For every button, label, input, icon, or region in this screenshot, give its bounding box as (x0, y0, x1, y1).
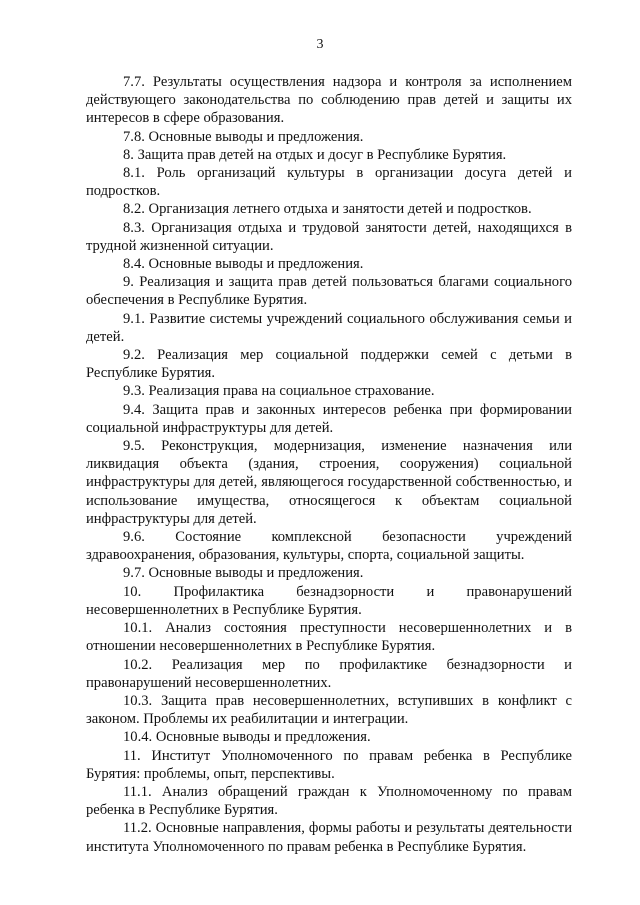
paragraph: 7.8. Основные выводы и предложения. (123, 128, 364, 145)
paragraph: 10.1. Анализ состояния преступности несовершеннолетних и в отношении несовершеннолетних в Республике Бурятия. (86, 620, 572, 655)
paragraph: 10.3. Защита прав несовершеннолетних, вступивших в конфликт с законом. Проблемы их реабилитации и интеграции. (86, 692, 572, 728)
paragraph: 9.1. Развитие системы учреждений социального обслуживания семьи и детей. (86, 310, 572, 345)
paragraph: 8.3. Организация отдыха и трудовой занятости детей, находящихся в трудной жизненной ситуации. (86, 219, 572, 254)
paragraph: 11.2. Основные направления, формы работы и результаты деятельности института Уполномоченного по правам ребенка в Республике Бурятия. (86, 820, 572, 855)
document-body (86, 73, 572, 856)
paragraph: 9.6. Состояние комплексной безопасности учреждений здравоохранения, образования, культуры, спорта, социальной защиты. (86, 529, 572, 564)
page-number: 3 (316, 37, 324, 52)
paragraph: 8.1. Роль организаций культуры в организации досуга детей и подростков. (86, 165, 572, 200)
paragraph: 10. Профилактика безнадзорности и правонарушений несовершеннолетних в Республике Бурятия. (86, 583, 572, 618)
paragraph: 7.7. Результаты осуществления надзора и контроля за исполнением действующего законодательства по соблюдению прав детей и защиты их интересов в сфере образования. (86, 74, 572, 127)
paragraph: 11. Институт Уполномоченного по правам ребенка в Республике Бурятия: проблемы, опыт, перспективы. (86, 747, 572, 782)
paragraph: 8. Защита прав детей на отдых и досуг в Республике Бурятия. (123, 146, 507, 163)
paragraph: 9. Реализация и защита прав детей пользоваться благами социального обеспечения в Республике Бурятия. (86, 274, 572, 309)
paragraph: 8.2. Организация летнего отдыха и занятости детей и подростков. (123, 201, 532, 218)
paragraph: 11.1. Анализ обращений граждан к Уполномоченному по правам ребенка в Республике Бурятия. (86, 783, 572, 819)
paragraph: 9.2. Реализация мер социальной поддержки семей с детьми в Республике Бурятия. (86, 347, 572, 382)
paragraph: 10.4. Основные выводы и предложения. (123, 729, 371, 746)
paragraph: 9.7. Основные выводы и предложения. (123, 565, 364, 582)
paragraph: 8.4. Основные выводы и предложения. (123, 256, 364, 273)
paragraph: 10.2. Реализация мер по профилактике безнадзорности и правонарушений несовершеннолетних. (86, 656, 572, 691)
paragraph: 9.5. Реконструкция, модернизация, изменение назначения или ликвидация объекта (здания, строения, сооружения) социальной инфраструктуры для детей, являющегося государственной собственностью, и использование имущества, относящегося к объектам социальной инфраструктуры для детей. (86, 438, 572, 527)
paragraph: 9.4. Защита прав и законных интересов ребенка при формировании социальной инфраструктуры для детей. (86, 401, 572, 436)
paragraph: 9.3. Реализация права на социальное страхование. (123, 383, 435, 400)
